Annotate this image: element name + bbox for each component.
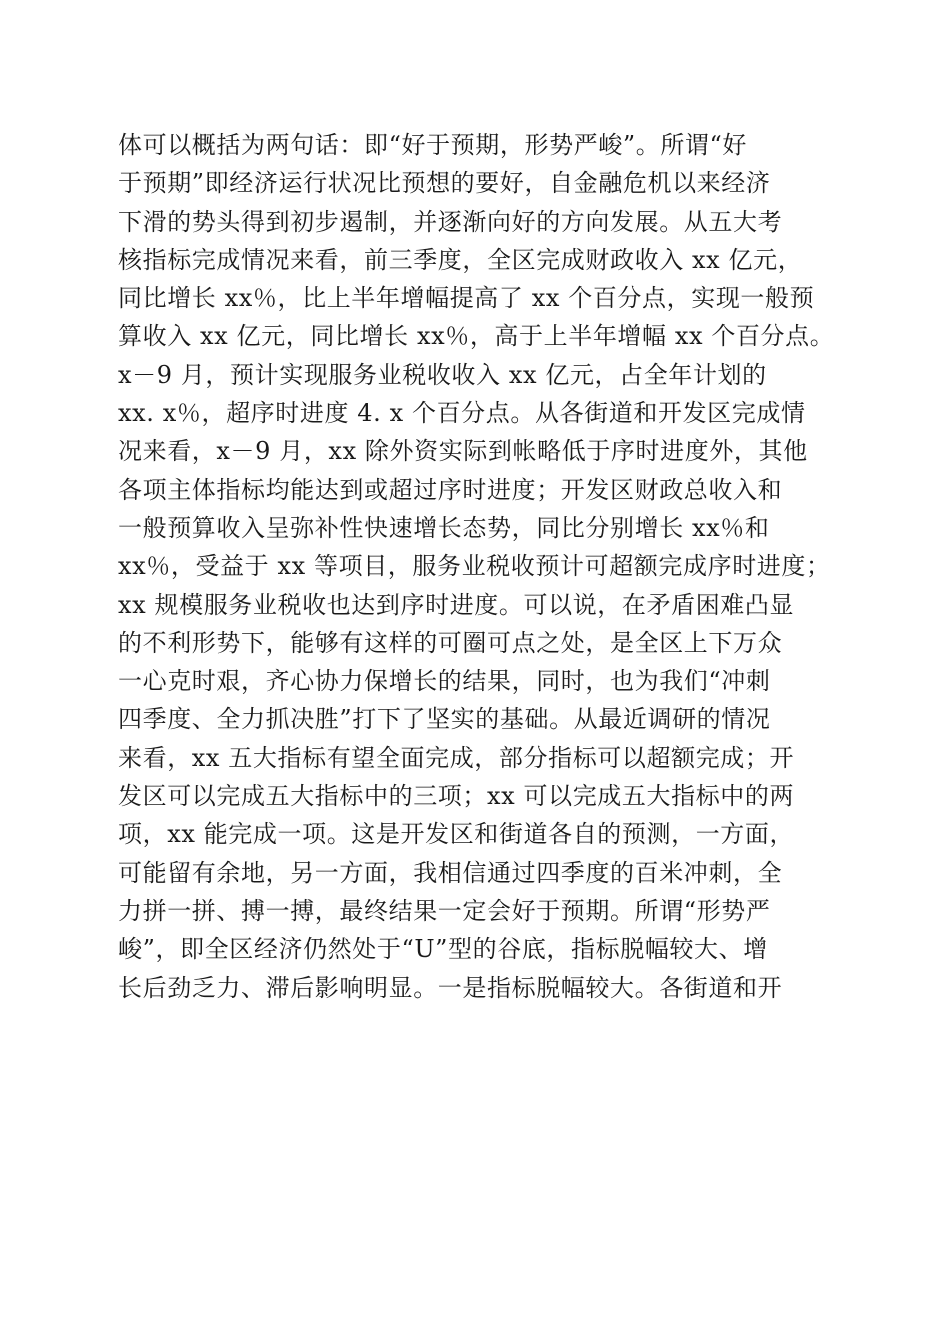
text-line: 来看，xx 五大指标有望全面完成，部分指标可以超额完成；开 bbox=[118, 743, 795, 772]
text-line: 同比增长 xx％，比上半年增幅提高了 xx 个百分点，实现一般预 bbox=[118, 284, 815, 313]
text-line: 核指标完成情况来看，前三季度，全区完成财政收入 xx 亿元， bbox=[118, 245, 803, 274]
text-line: 下滑的势头得到初步遏制，并逐渐向好的方向发展。从五大考 bbox=[118, 207, 783, 236]
text-line: xx. x％，超序时进度 4. x 个百分点。从各街道和开发区完成情 bbox=[118, 399, 806, 428]
text-line: 况来看，x－9 月，xx 除外资实际到帐略低于序时进度外，其他 bbox=[118, 437, 808, 466]
text-line: 各项主体指标均能达到或超过序时进度；开发区财政总收入和 bbox=[118, 475, 783, 504]
text-line: x－9 月，预计实现服务业税收收入 xx 亿元，占全年计划的 bbox=[118, 360, 767, 389]
text-line: xx 规模服务业税收也达到序时进度。可以说，在矛盾困难凸显 bbox=[118, 590, 795, 619]
body-paragraph bbox=[118, 126, 838, 1007]
text-line: 力拼一拼、搏一搏，最终结果一定会好于预期。所谓“形势严 bbox=[118, 896, 771, 925]
text-line: 可能留有余地，另一方面，我相信通过四季度的百米冲刺，全 bbox=[118, 858, 783, 887]
text-line: 的不利形势下，能够有这样的可圈可点之处，是全区上下万众 bbox=[118, 628, 783, 657]
text-line: 四季度、全力抓决胜”打下了坚实的基础。从最近调研的情况 bbox=[118, 705, 771, 734]
text-line: 体可以概括为两句话：即“好于预期，形势严峻”。所谓“好 bbox=[118, 131, 748, 159]
text-line: 项，xx 能完成一项。这是开发区和街道各自的预测，一方面， bbox=[118, 820, 795, 849]
text-line: 长后劲乏力、滞后影响明显。一是指标脱幅较大。各街道和开 bbox=[118, 973, 783, 1002]
text-line: 发区可以完成五大指标中的三项；xx 可以完成五大指标中的两 bbox=[118, 782, 795, 811]
text-line: 算收入 xx 亿元，同比增长 xx％，高于上半年增幅 xx 个百分点。 bbox=[118, 322, 835, 351]
text-line: 一般预算收入呈弥补性快速增长态势，同比分别增长 xx％和 bbox=[118, 513, 770, 542]
text-line: xx％，受益于 xx 等项目，服务业税收预计可超额完成序时进度； bbox=[118, 552, 831, 581]
text-line: 峻”，即全区经济仍然处于“U”型的谷底，指标脱幅较大、增 bbox=[118, 935, 768, 964]
text-line: 于预期”即经济运行状况比预想的要好，自金融危机以来经济 bbox=[118, 169, 771, 198]
text-line: 一心克时艰，齐心协力保增长的结果，同时，也为我们“冲刺 bbox=[118, 667, 771, 696]
